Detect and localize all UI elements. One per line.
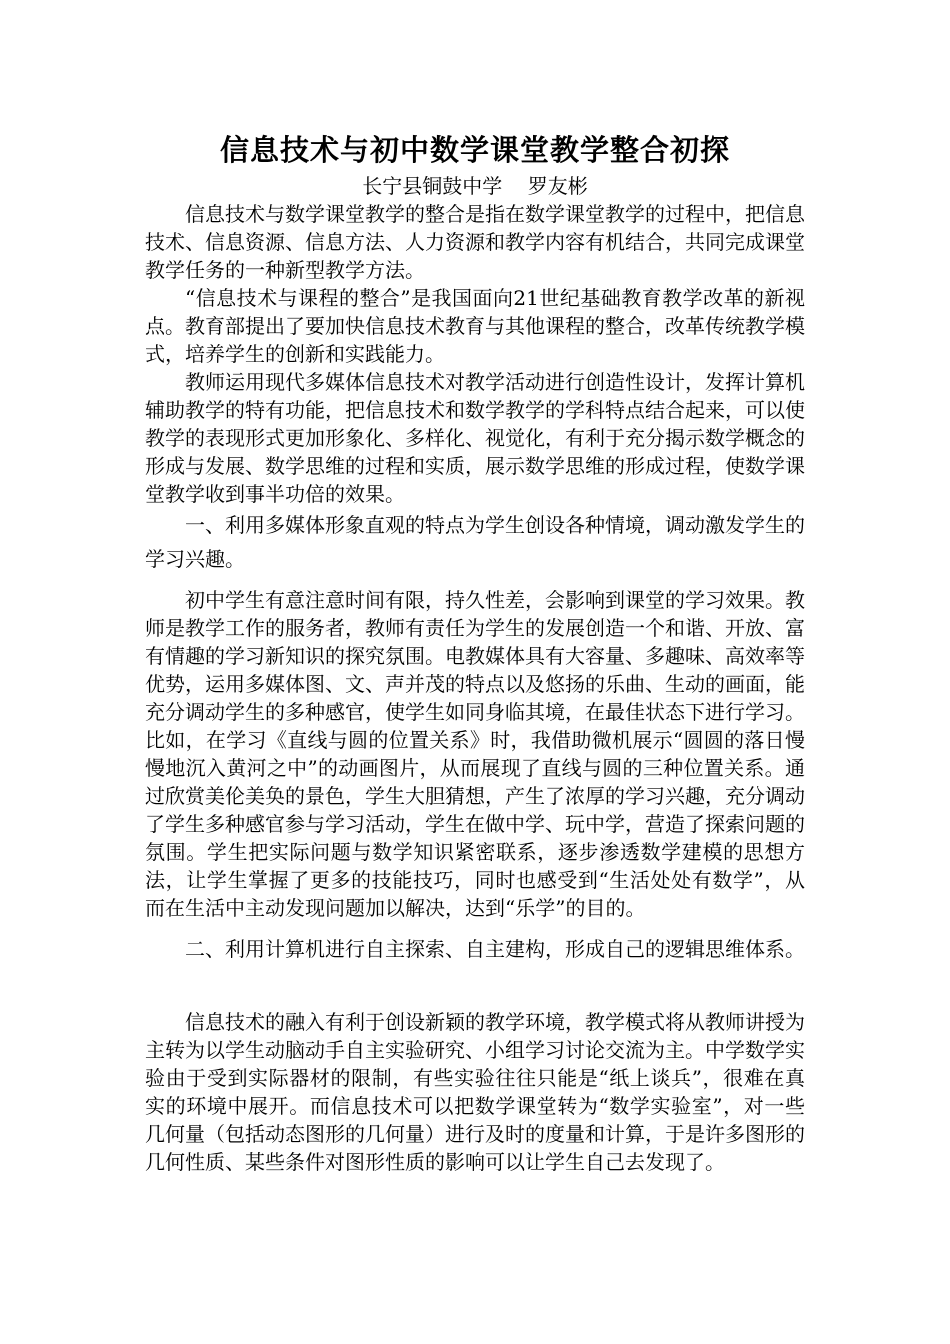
paragraph-section-1-body: 初中学生有意注意时间有限，持久性差，会影响到课堂的学习效果。教师是教学工作的服务者，教师有责任为学生的发展创造一个和谐、开放、富有情趣的学习新知识的探究氛围。电教媒体具有大容量、多趣味、高效率等优势，运用多媒体图、文、声并茂的特点以及悠扬的乐曲、生动的画面，能充分调动学生的多种感官，使学生如同身临其境，在最佳状态下进行学习。比如，在学习《直线与圆的位置关系》时，我借助微机展示“圆圆的落日慢慢地沉入黄河之中”的动画图片，从而展现了直线与圆的三种位置关系。通过欣赏美伦美奂的景色，学生大胆猜想，产生了浓厚的学习兴趣，充分调动了学生多种感官参与学习活动，学生在做中学、玩中学，营造了探索问题的氛围。学生把实际问题与数学知识紧密联系，逐步渗透数学建模的思想方法，让学生掌握了更多的技能技巧，同时也感受到“生活处处有数学”，从而在生活中主动发现问题加以解决，达到“乐学”的目的。 [145, 588, 805, 920]
author-line: 长宁县铜鼓中学 罗友彬 [362, 174, 588, 198]
paragraph-intro: 信息技术与数学课堂教学的整合是指在数学课堂教学的过程中，把信息技术、信息资源、信息方法、人力资源和教学内容有机结合，共同完成课堂教学任务的一种新型教学方法。 [145, 202, 805, 282]
paragraph-integration-viewpoint: “信息技术与课程的整合”是我国面向21世纪基础教育教学改革的新视点。教育部提出了要加快信息技术教育与其他课程的整合，改革传统教学模式，培养学生的创新和实践能力。 [145, 286, 805, 366]
document-title: 信息技术与初中数学课堂教学整合初探 [219, 133, 730, 167]
section-heading-2: 二、利用计算机进行自主探索、自主建构，形成自己的逻辑思维体系。 [185, 937, 805, 961]
section-heading-1: 一、利用多媒体形象直观的特点为学生创设各种情境，调动激发学生的学习兴趣。 [145, 513, 805, 571]
paragraph-section-2-body: 信息技术的融入有利于创设新颖的教学环境，教学模式将从教师讲授为主转为以学生动脑动手自主实验研究、小组学习讨论交流为主。中学数学实验由于受到实际器材的限制，有些实验往往只能是“纸上谈兵”，很难在真实的环境中展开。而信息技术可以把数学课堂转为“数学实验室”，对一些几何量（包括动态图形的几何量）进行及时的度量和计算，于是许多图形的几何性质、某些条件对图形性质的影响可以让学生自己去发现了。 [145, 1010, 805, 1174]
paragraph-teacher-design: 教师运用现代多媒体信息技术对教学活动进行创造性设计，发挥计算机辅助教学的特有功能，把信息技术和数学教学的学科特点结合起来，可以使教学的表现形式更加形象化、多样化、视觉化，有利于充分揭示数学概念的形成与发展、数学思维的过程和实质，展示数学思维的形成过程，使数学课堂教学收到事半功倍的效果。 [145, 370, 805, 506]
